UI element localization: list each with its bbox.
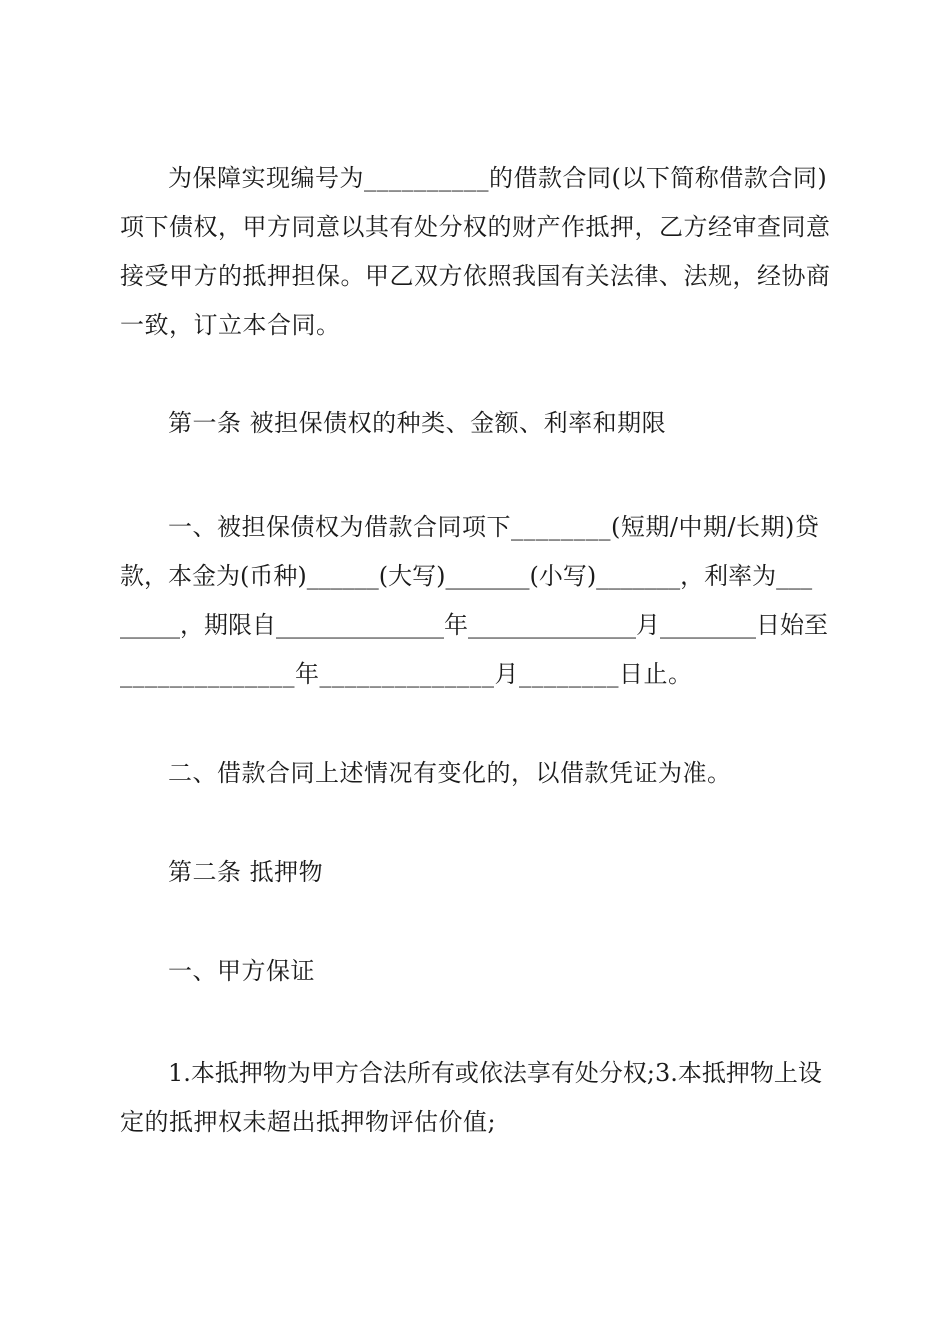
article-1-heading: 第一条 被担保债权的种类、金额、利率和期限	[168, 409, 667, 437]
intro-line-2: 项下债权，甲方同意以其有处分权的财产作抵押，乙方经审查同意	[120, 213, 831, 241]
article-2-items-line-2: 定的抵押权未超出抵押物评估价值;	[120, 1108, 497, 1136]
article-2-heading: 第二条 抵押物	[168, 858, 324, 886]
intro-line-3: 接受甲方的抵押担保。甲乙双方依照我国有关法律、法规，经协商	[120, 262, 831, 290]
article-1-clause-1-line-1: 一、被担保债权为借款合同项下________(短期/中期/长期)贷	[168, 513, 820, 541]
article-1-clause-1-line-3: _____，期限自______________年______________月________日始至	[120, 611, 828, 639]
article-1-clause-2: 二、借款合同上述情况有变化的，以借款凭证为准。	[168, 759, 732, 787]
article-1-clause-1-line-2: 款，本金为(币种)______(大写)_______(小写)_______，利率为___	[120, 562, 813, 590]
article-1-clause-1-line-4: ______________年______________月________日止。	[120, 660, 693, 688]
article-2-clause-1: 一、甲方保证	[168, 957, 315, 985]
intro-line-1: 为保障实现编号为__________的借款合同(以下简称借款合同)	[168, 164, 828, 192]
intro-line-4: 一致，订立本合同。	[120, 311, 341, 339]
article-2-items-line-1: 1.本抵押物为甲方合法所有或依法享有处分权;3.本抵押物上设	[168, 1059, 822, 1087]
